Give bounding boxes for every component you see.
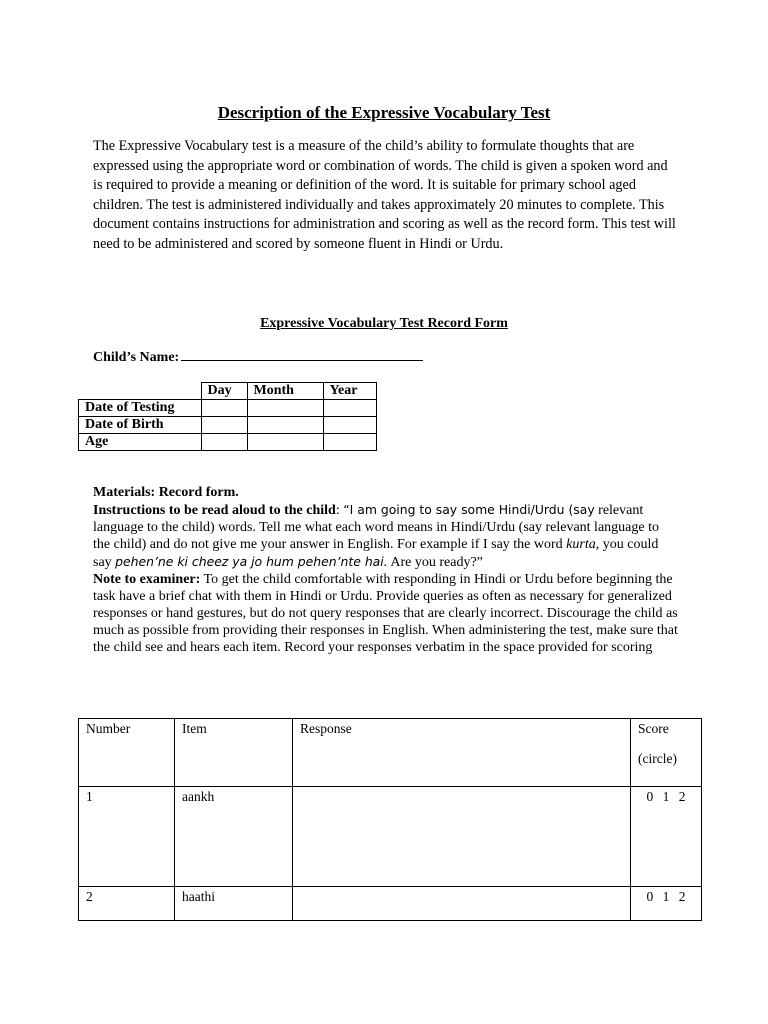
- note-label: Note to examiner:: [93, 572, 201, 587]
- dates-cell-month[interactable]: [247, 434, 323, 451]
- dates-header-row: [79, 383, 377, 400]
- dates-row-label: Date of Testing: [79, 400, 202, 417]
- example-word: kurta: [566, 537, 596, 552]
- row-score[interactable]: [631, 787, 702, 887]
- instructions-quote-mid: , you could say: [93, 537, 659, 570]
- materials-label: Materials: Record form.: [93, 485, 239, 500]
- dates-corner-cell: [79, 383, 202, 400]
- intro-paragraph: The Expressive Vocabulary test is a measure of the child’s ability to formulate thoughts that are expressed using the appropriate word or combination of words. The child is given a spoken word and is required to provide a meaning or definition of the word. It is suitable for primary school aged children. The test is administered individually and takes approximately 20 minutes to complete. This document contains instructions for administration and scoring as well as the record form. This test will need to be administered and scored by someone fluent in Hindi or Urdu.: [93, 138, 676, 252]
- record-table: [78, 718, 702, 921]
- record-header-response: Response: [293, 719, 631, 787]
- dates-cell-year[interactable]: [323, 400, 376, 417]
- document-title: Description of the Expressive Vocabulary Test: [217, 103, 551, 122]
- table-row: [79, 787, 702, 887]
- row-number: 2: [79, 887, 175, 921]
- instructions-paragraph: [93, 501, 678, 571]
- row-number: 1: [79, 787, 175, 887]
- instructions-quote-end: Are you ready?”: [387, 555, 483, 570]
- dates-row-age: [79, 434, 377, 451]
- dates-header-month: Month: [247, 383, 323, 400]
- row-score[interactable]: [631, 887, 702, 921]
- score-header-label: Score: [638, 721, 669, 736]
- dates-cell-day[interactable]: [201, 434, 247, 451]
- dates-header-day: Day: [201, 383, 247, 400]
- dates-header-year: Year: [323, 383, 376, 400]
- score-options[interactable]: 0 1 2: [646, 789, 686, 804]
- dates-table: [78, 382, 377, 451]
- record-header-row: [79, 719, 702, 787]
- row-response[interactable]: [293, 887, 631, 921]
- dates-row-birth: [79, 417, 377, 434]
- example-answer: pehen’ne ki cheez ya jo hum pehen’nte hai.: [115, 554, 388, 569]
- instructions-quote-body: relevant language to the child) words. Tell me what each word means in Hindi/Urdu (say relevant language to the child) and do not give me your answer in English. For example if I say the word: [93, 503, 659, 552]
- child-name-blank[interactable]: [181, 347, 423, 361]
- dates-cell-day[interactable]: [201, 417, 247, 434]
- row-item: aankh: [175, 787, 293, 887]
- dates-cell-day[interactable]: [201, 400, 247, 417]
- materials-section: [93, 484, 678, 656]
- form-title: Expressive Vocabulary Test Record Form: [260, 316, 508, 331]
- child-name-label: Child’s Name:: [93, 350, 180, 365]
- child-name-field: [93, 347, 423, 366]
- dates-row-testing: [79, 400, 377, 417]
- score-options[interactable]: 0 1 2: [646, 889, 686, 904]
- row-item: haathi: [175, 887, 293, 921]
- note-text: To get the child comfortable with responding in Hindi or Urdu before beginning the task have a brief chat with them in Hindi or Urdu. Provide queries as often as necessary for generalized responses or hand gestures, but do not query responses that are clearly incorrect. Discourage the child as much as possible from providing their responses in English. When administering the test, make sure that the child see and hears each item. Record your responses verbatim in the space provided for scoring: [93, 572, 678, 655]
- row-response[interactable]: [293, 787, 631, 887]
- dates-row-label: Age: [79, 434, 202, 451]
- dates-cell-month[interactable]: [247, 400, 323, 417]
- record-header-number: Number: [79, 719, 175, 787]
- instructions-label: Instructions to be read aloud to the child: [93, 503, 336, 518]
- note-paragraph: [93, 571, 678, 656]
- dates-cell-year[interactable]: [323, 417, 376, 434]
- record-header-item: Item: [175, 719, 293, 787]
- dates-row-label: Date of Birth: [79, 417, 202, 434]
- record-header-score: [631, 719, 702, 787]
- table-row: [79, 887, 702, 921]
- instructions-colon: :: [335, 503, 344, 518]
- dates-cell-month[interactable]: [247, 417, 323, 434]
- dates-cell-year[interactable]: [323, 434, 376, 451]
- score-header-note: (circle): [638, 751, 677, 766]
- instructions-quote-start: “I am going to say some Hindi/Urdu (say: [343, 502, 595, 517]
